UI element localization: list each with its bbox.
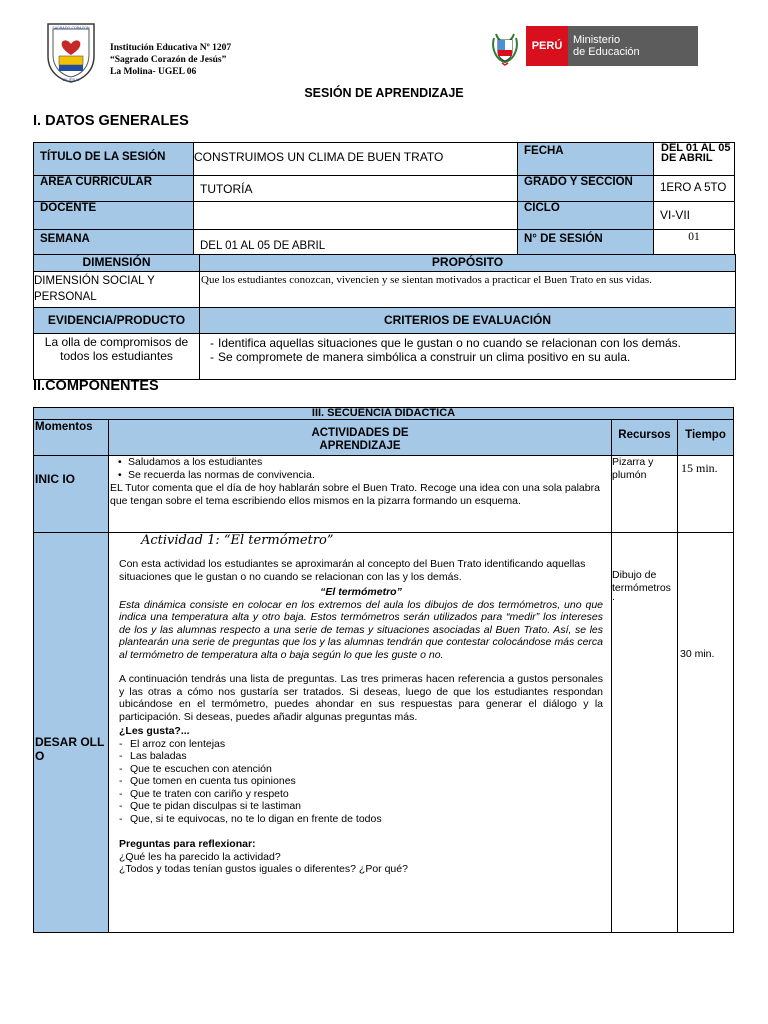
recursos-header: Recursos bbox=[611, 419, 678, 456]
gusta-item: - Que te pidan disculpas si te lastiman bbox=[119, 800, 603, 813]
desarrollo-recursos bbox=[611, 532, 678, 933]
inicio-text: EL Tutor comenta que el día de hoy hablarán sobre el Buen Trato. Recoge una idea con una sola palabra que tengan sobre el tema escribiendo ellos mismos en la pizarra formando un esquema. bbox=[110, 482, 600, 507]
inicio-tiempo: 15 min. bbox=[677, 455, 734, 533]
gusta-item: - Que te traten con cariño y respeto bbox=[119, 788, 603, 801]
reflexionar-item: ¿Todos y todas tenían gustos iguales o diferentes? ¿Por qué? bbox=[119, 863, 408, 875]
ciclo-label: CICLO bbox=[517, 201, 654, 230]
tiempo-header: Tiempo bbox=[677, 419, 734, 456]
area-label: ÁREA CURRICULAR bbox=[33, 175, 194, 202]
activity-subtitle: “El termómetro” bbox=[320, 586, 402, 598]
ciclo-value: VI-VII bbox=[653, 201, 735, 230]
gov-ministry-line: Ministerio bbox=[573, 34, 621, 46]
activity-description: Esta dinámica consiste en colocar en los extremos del aula los dibujos de dos termómetros, uno que indica una temperatura alta y otro baja. Estos termómetros serán utilizados para “medir” los intereses de los y las alumnas respecto a una serie de temas y situaciones asociadas al Buen Trato. Así, se les plantearán una serie de preguntas que los y las alumnas tendrán que contestar colocándose más cerca al termómetro de temperatura alta o baja según lo que les guste o no. bbox=[119, 598, 603, 661]
secuencia-header: III. SECUENCIA DIDÁCTICA bbox=[33, 407, 734, 420]
desarrollo-tiempo: 30 min. bbox=[677, 532, 734, 933]
titulo-value: CONSTRUIMOS UN CLIMA DE BUEN TRATO bbox=[193, 142, 518, 176]
inicio-bullet: • Saludamos a los estudiantes bbox=[110, 456, 609, 469]
school-name-line: Institución Educativa Nº 1207 bbox=[110, 43, 232, 53]
evidencia-value: La olla de compromisos de todos los estudiantes bbox=[33, 333, 200, 380]
inicio-recursos: Pizarra y plumón bbox=[611, 455, 678, 533]
desarrollo-recursos-text: Dibujo de termómetros bbox=[612, 569, 671, 594]
criterio-item: - Identifica aquellas situaciones que le gustan o no cuando se relacionan con los demás. bbox=[200, 336, 711, 350]
gov-ministry-badge bbox=[568, 26, 698, 66]
inicio-bullet: • Se recuerda las normas de convivencia. bbox=[110, 469, 609, 482]
area-value: TUTORÍA bbox=[193, 175, 518, 202]
dimension-value: DIMENSIÓN SOCIAL Y PERSONAL bbox=[33, 271, 200, 308]
section-title-componentes: II.COMPONENTES bbox=[33, 378, 159, 394]
school-name-line: “Sagrado Corazón de Jesús” bbox=[110, 55, 227, 65]
svg-text:DE JESÚS: DE JESÚS bbox=[62, 78, 80, 82]
gusta-item: - Que tomen en cuenta tus opiniones bbox=[119, 775, 603, 788]
titulo-label: TÍTULO DE LA SESIÓN bbox=[33, 142, 194, 176]
momento-inicio: INIC IO bbox=[33, 455, 109, 533]
gov-ministry-line: de Educación bbox=[573, 46, 640, 58]
docente-value bbox=[193, 201, 518, 230]
docente-label: DOCENTE bbox=[33, 201, 194, 230]
peru-coat-of-arms-icon bbox=[488, 30, 522, 66]
school-name-line: La Molina- UGEL 06 bbox=[110, 67, 197, 77]
gusta-item: - El arroz con lentejas bbox=[119, 738, 603, 751]
section-title-datos: I. DATOS GENERALES bbox=[33, 113, 189, 129]
proposito-value: Que los estudiantes conozcan, vivencien y se sientan motivados a practicar el Buen Trato en sus vidas. bbox=[199, 271, 736, 308]
evidencia-header: EVIDENCIA/PRODUCTO bbox=[33, 307, 200, 334]
document-title: SESIÓN DE APRENDIZAJE bbox=[304, 86, 464, 100]
grado-label: GRADO Y SECCIÓN bbox=[517, 175, 654, 202]
fecha-value: DEL 01 AL 05 DE ABRIL bbox=[653, 142, 735, 176]
momento-desarrollo bbox=[33, 532, 109, 933]
school-info bbox=[110, 42, 231, 78]
proposito-header: PROPÓSITO bbox=[199, 254, 736, 272]
criterio-item: - Se compromete de manera simbólica a construir un clima positivo en su aula. bbox=[200, 350, 711, 364]
semana-value: DEL 01 AL 05 DE ABRIL bbox=[193, 229, 518, 255]
secuencia-table bbox=[33, 407, 734, 933]
grado-value: 1ERO A 5TO bbox=[653, 175, 735, 202]
inicio-actividades bbox=[108, 455, 612, 533]
momentos-header: Momentos bbox=[33, 419, 109, 456]
fecha-label: FECHA bbox=[517, 142, 654, 176]
semana-label: SEMANA bbox=[33, 229, 194, 255]
criterios-list bbox=[199, 333, 736, 380]
dimension-header: DIMENSIÓN bbox=[33, 254, 200, 272]
gusta-item: - Que, si te equivocas, no te lo digan en frente de todos bbox=[119, 813, 603, 826]
svg-text:SAGRADO CORAZÓN: SAGRADO CORAZÓN bbox=[52, 26, 90, 30]
activity-intro: Con esta actividad los estudiantes se aproximarán al concepto del Buen Trato identificando aquellas situaciones que le gustan o no cuando se relacionan con las y los demás. bbox=[119, 558, 586, 583]
criterios-header: CRITERIOS DE EVALUACIÓN bbox=[199, 307, 736, 334]
gusta-title: ¿Les gusta?... bbox=[119, 725, 190, 737]
momento-desarrollo-label: DESAR OLL O bbox=[35, 735, 105, 763]
activity-paragraph: A continuación tendrás una lista de preguntas. Las tres primeras hacen referencia a gustos personales y las otras a cómo nos gustaría ser tratados. Si deseas, luego de que los estudiantes respondan ubicándose en el termómetro, puedes ahondar en sus respuestas para generar el diálogo y la participación. Si deseas, puedes añadir algunas preguntas más. bbox=[119, 673, 603, 723]
desarrollo-actividades bbox=[108, 532, 612, 933]
activity-title: Actividad 1: “El termómetro” bbox=[141, 533, 334, 548]
actividades-header: ACTIVIDADES DE APRENDIZAJE bbox=[108, 419, 612, 456]
gov-peru-badge: PERÚ bbox=[526, 26, 568, 66]
reflexionar-title: Preguntas para reflexionar: bbox=[119, 838, 256, 850]
nsesion-value: 01 bbox=[653, 229, 735, 255]
school-crest-logo bbox=[44, 20, 98, 84]
nsesion-label: N° DE SESIÓN bbox=[517, 229, 654, 255]
gusta-item: - Que te escuchen con atención bbox=[119, 763, 603, 776]
desarrollo-recursos-dot: . bbox=[612, 591, 615, 603]
reflexionar-item: ¿Qué les ha parecido la actividad? bbox=[119, 850, 281, 863]
gusta-item: - Las baladas bbox=[119, 750, 603, 763]
